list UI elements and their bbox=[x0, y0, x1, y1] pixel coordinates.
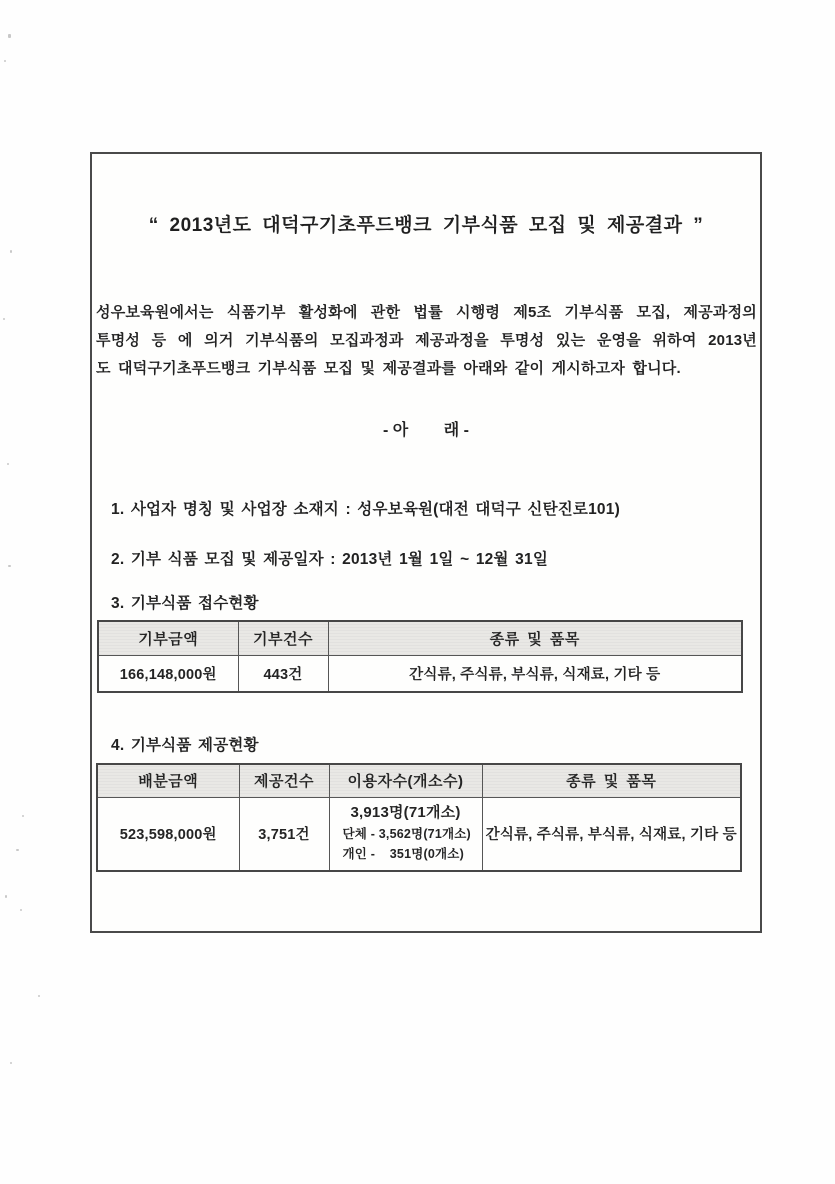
table-header-row bbox=[98, 621, 742, 655]
intro-line-1: 성우보육원에서는 식품기부 활성화에 관한 법률 시행령 제5조 기부식품 모집, 제공과정의 bbox=[96, 304, 757, 321]
scan-speck bbox=[4, 60, 6, 62]
scan-speck bbox=[10, 250, 12, 253]
header-item-types: 종류 및 품목 bbox=[328, 621, 742, 655]
scan-speck bbox=[8, 34, 11, 38]
scan-speck bbox=[38, 995, 40, 997]
table-row bbox=[97, 797, 741, 871]
scan-speck bbox=[5, 895, 7, 898]
list-item-business-name: 1. 사업자 명칭 및 사업장 소재지 : 성우보육원(대전 대덕구 신탄진로101) bbox=[111, 501, 620, 518]
header-item-types: 종류 및 품목 bbox=[482, 764, 741, 797]
document-title: “ 2013년도 대덕구기초푸드뱅크 기부식품 모집 및 제공결과 ” bbox=[148, 215, 704, 236]
cell-donation-amount: 166,148,000원 bbox=[98, 655, 238, 692]
list-item-receipt-status-heading: 3. 기부식품 접수현황 bbox=[111, 595, 259, 612]
scan-speck bbox=[3, 318, 5, 320]
user-count-group: 단체 - 3,562명(71개소) bbox=[342, 827, 471, 842]
scan-speck bbox=[10, 1062, 12, 1064]
header-user-count: 이용자수(개소수) bbox=[329, 764, 482, 797]
intro-paragraph bbox=[96, 299, 757, 383]
section-divider-label: - 아 래 - bbox=[382, 422, 470, 439]
list-item-collection-period: 2. 기부 식품 모집 및 제공일자 : 2013년 1월 1일 ~ 12월 31일 bbox=[111, 551, 548, 568]
cell-provision-count: 3,751건 bbox=[239, 797, 329, 871]
scan-speck bbox=[16, 849, 19, 851]
cell-distribution-amount: 523,598,000원 bbox=[97, 797, 239, 871]
scan-speck bbox=[7, 463, 9, 465]
cell-item-types: 간식류, 주식류, 부식류, 식재료, 기타 등 bbox=[328, 655, 742, 692]
list-item-provision-status-heading: 4. 기부식품 제공현황 bbox=[111, 737, 259, 754]
cell-item-types: 간식류, 주식류, 부식류, 식재료, 기타 등 bbox=[482, 797, 741, 871]
user-count-total: 3,913명(71개소) bbox=[350, 804, 461, 822]
donation-receipt-table bbox=[97, 620, 743, 693]
table-row bbox=[98, 655, 742, 692]
header-distribution-amount: 배분금액 bbox=[97, 764, 239, 797]
intro-line-2: 투명성 등 에 의거 기부식품의 모집과정과 제공과정을 투명성 있는 운영을 위하여 2013년 bbox=[96, 332, 757, 349]
header-donation-count: 기부건수 bbox=[238, 621, 328, 655]
cell-user-count bbox=[329, 797, 482, 871]
header-donation-amount: 기부금액 bbox=[98, 621, 238, 655]
user-count-individual: 개인 - 351명(0개소) bbox=[342, 847, 464, 862]
cell-donation-count: 443건 bbox=[238, 655, 328, 692]
scan-speck bbox=[22, 815, 24, 817]
scan-speck bbox=[8, 565, 11, 567]
header-provision-count: 제공건수 bbox=[239, 764, 329, 797]
donation-provision-table bbox=[96, 763, 742, 872]
scan-speck bbox=[20, 909, 22, 911]
table-header-row bbox=[97, 764, 741, 797]
intro-line-3: 도 대덕구기초푸드뱅크 기부식품 모집 및 제공결과를 아래와 같이 게시하고자 합니다. bbox=[96, 360, 681, 377]
